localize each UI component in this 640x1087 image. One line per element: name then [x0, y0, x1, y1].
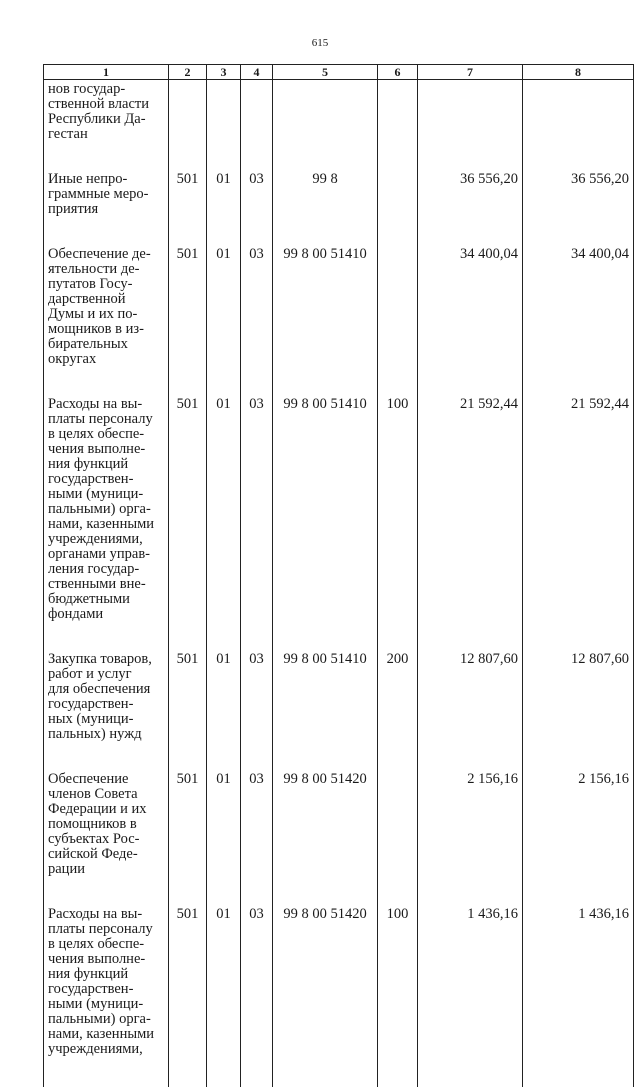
- description-line: государствен-: [48, 697, 166, 712]
- description-line: платы персоналу: [48, 922, 166, 937]
- description-line: субъектах Рос-: [48, 832, 166, 847]
- description-line: учреждениями,: [48, 1042, 166, 1057]
- page-number: 615: [0, 37, 640, 49]
- subsection-code: [207, 80, 241, 173]
- subsection-code: 01: [207, 772, 241, 907]
- article-code: 03: [241, 907, 273, 1087]
- table-row: [44, 397, 634, 652]
- table-row: [44, 247, 634, 397]
- description-line: Иные непро-: [48, 172, 166, 187]
- expense-type-code: [378, 247, 418, 397]
- description-line: ления государ-: [48, 562, 166, 577]
- target-item-code: [273, 80, 378, 173]
- row-description: [44, 652, 169, 772]
- description-line: нами, казенными: [48, 517, 166, 532]
- amount-value: 34 400,04: [418, 247, 523, 397]
- column-header: 3: [207, 65, 241, 80]
- expense-type-code: [378, 172, 418, 247]
- amount-value: 2 156,16: [523, 772, 634, 907]
- target-item-code: 99 8 00 51410: [273, 247, 378, 397]
- table-row: [44, 172, 634, 247]
- description-line: ственной власти: [48, 97, 166, 112]
- article-code: 03: [241, 652, 273, 772]
- target-item-code: 99 8 00 51420: [273, 907, 378, 1087]
- section-code: 501: [169, 247, 207, 397]
- article-code: 03: [241, 772, 273, 907]
- description-line: Обеспечение: [48, 772, 166, 787]
- description-line: государствен-: [48, 982, 166, 997]
- article-code: 03: [241, 172, 273, 247]
- expense-type-code: [378, 80, 418, 173]
- description-line: приятия: [48, 202, 166, 217]
- row-description: [44, 772, 169, 907]
- section-code: 501: [169, 397, 207, 652]
- description-line: работ и услуг: [48, 667, 166, 682]
- description-line: пальными) орга-: [48, 502, 166, 517]
- subsection-code: 01: [207, 172, 241, 247]
- amount-value: 21 592,44: [523, 397, 634, 652]
- description-line: ственными вне-: [48, 577, 166, 592]
- description-line: округах: [48, 352, 166, 367]
- expense-type-code: 100: [378, 397, 418, 652]
- amount-value: [418, 80, 523, 173]
- description-line: сийской Феде-: [48, 847, 166, 862]
- table-row: [44, 80, 634, 173]
- amount-value: 1 436,16: [418, 907, 523, 1087]
- expense-type-code: [378, 772, 418, 907]
- expense-type-code: 200: [378, 652, 418, 772]
- description-line: чения выполне-: [48, 442, 166, 457]
- section-code: [169, 80, 207, 173]
- description-line: ния функций: [48, 967, 166, 982]
- table-row: [44, 652, 634, 772]
- description-line: мощников в из-: [48, 322, 166, 337]
- description-line: бюджетными: [48, 592, 166, 607]
- table-body: [44, 80, 634, 1087]
- target-item-code: 99 8 00 51410: [273, 397, 378, 652]
- description-line: гестан: [48, 127, 166, 142]
- description-line: ния функций: [48, 457, 166, 472]
- subsection-code: 01: [207, 247, 241, 397]
- description-line: для обеспечения: [48, 682, 166, 697]
- amount-value: 34 400,04: [523, 247, 634, 397]
- description-line: государствен-: [48, 472, 166, 487]
- description-line: пальными) орга-: [48, 1012, 166, 1027]
- amount-value: 21 592,44: [418, 397, 523, 652]
- subsection-code: 01: [207, 652, 241, 772]
- amount-value: 36 556,20: [523, 172, 634, 247]
- column-header: 7: [418, 65, 523, 80]
- article-code: 03: [241, 397, 273, 652]
- row-description: [44, 907, 169, 1087]
- description-line: Закупка товаров,: [48, 652, 166, 667]
- column-header: 8: [523, 65, 634, 80]
- description-line: членов Совета: [48, 787, 166, 802]
- description-line: чения выполне-: [48, 952, 166, 967]
- description-line: путатов Госу-: [48, 277, 166, 292]
- article-code: 03: [241, 247, 273, 397]
- description-line: Обеспечение де-: [48, 247, 166, 262]
- amount-value: [523, 80, 634, 173]
- description-line: ятельности де-: [48, 262, 166, 277]
- section-code: 501: [169, 907, 207, 1087]
- row-description: [44, 397, 169, 652]
- table-row: [44, 772, 634, 907]
- description-line: в целях обеспе-: [48, 937, 166, 952]
- table-row: [44, 907, 634, 1087]
- row-description: [44, 172, 169, 247]
- description-line: ными (муници-: [48, 997, 166, 1012]
- description-line: граммные меро-: [48, 187, 166, 202]
- table-header-row: [44, 65, 634, 80]
- description-line: ных (муници-: [48, 712, 166, 727]
- budget-table: [43, 64, 634, 1087]
- row-description: [44, 247, 169, 397]
- description-line: рации: [48, 862, 166, 877]
- amount-value: 2 156,16: [418, 772, 523, 907]
- description-line: Федерации и их: [48, 802, 166, 817]
- description-line: нов государ-: [48, 82, 166, 97]
- article-code: [241, 80, 273, 173]
- column-header: 5: [273, 65, 378, 80]
- description-line: учреждениями,: [48, 532, 166, 547]
- expense-type-code: 100: [378, 907, 418, 1087]
- description-line: ными (муници-: [48, 487, 166, 502]
- column-header: 2: [169, 65, 207, 80]
- description-line: нами, казенными: [48, 1027, 166, 1042]
- amount-value: 36 556,20: [418, 172, 523, 247]
- target-item-code: 99 8: [273, 172, 378, 247]
- subsection-code: 01: [207, 907, 241, 1087]
- target-item-code: 99 8 00 51420: [273, 772, 378, 907]
- column-header: 4: [241, 65, 273, 80]
- section-code: 501: [169, 172, 207, 247]
- section-code: 501: [169, 772, 207, 907]
- subsection-code: 01: [207, 397, 241, 652]
- section-code: 501: [169, 652, 207, 772]
- row-description: [44, 80, 169, 173]
- description-line: дарственной: [48, 292, 166, 307]
- description-line: Думы и их по-: [48, 307, 166, 322]
- target-item-code: 99 8 00 51410: [273, 652, 378, 772]
- amount-value: 12 807,60: [523, 652, 634, 772]
- description-line: в целях обеспе-: [48, 427, 166, 442]
- description-line: органами управ-: [48, 547, 166, 562]
- column-header: 1: [44, 65, 169, 80]
- description-line: фондами: [48, 607, 166, 622]
- description-line: бирательных: [48, 337, 166, 352]
- description-line: Расходы на вы-: [48, 907, 166, 922]
- description-line: Расходы на вы-: [48, 397, 166, 412]
- description-line: платы персоналу: [48, 412, 166, 427]
- description-line: Республики Да-: [48, 112, 166, 127]
- column-header: 6: [378, 65, 418, 80]
- amount-value: 12 807,60: [418, 652, 523, 772]
- amount-value: 1 436,16: [523, 907, 634, 1087]
- description-line: пальных) нужд: [48, 727, 166, 742]
- description-line: помощников в: [48, 817, 166, 832]
